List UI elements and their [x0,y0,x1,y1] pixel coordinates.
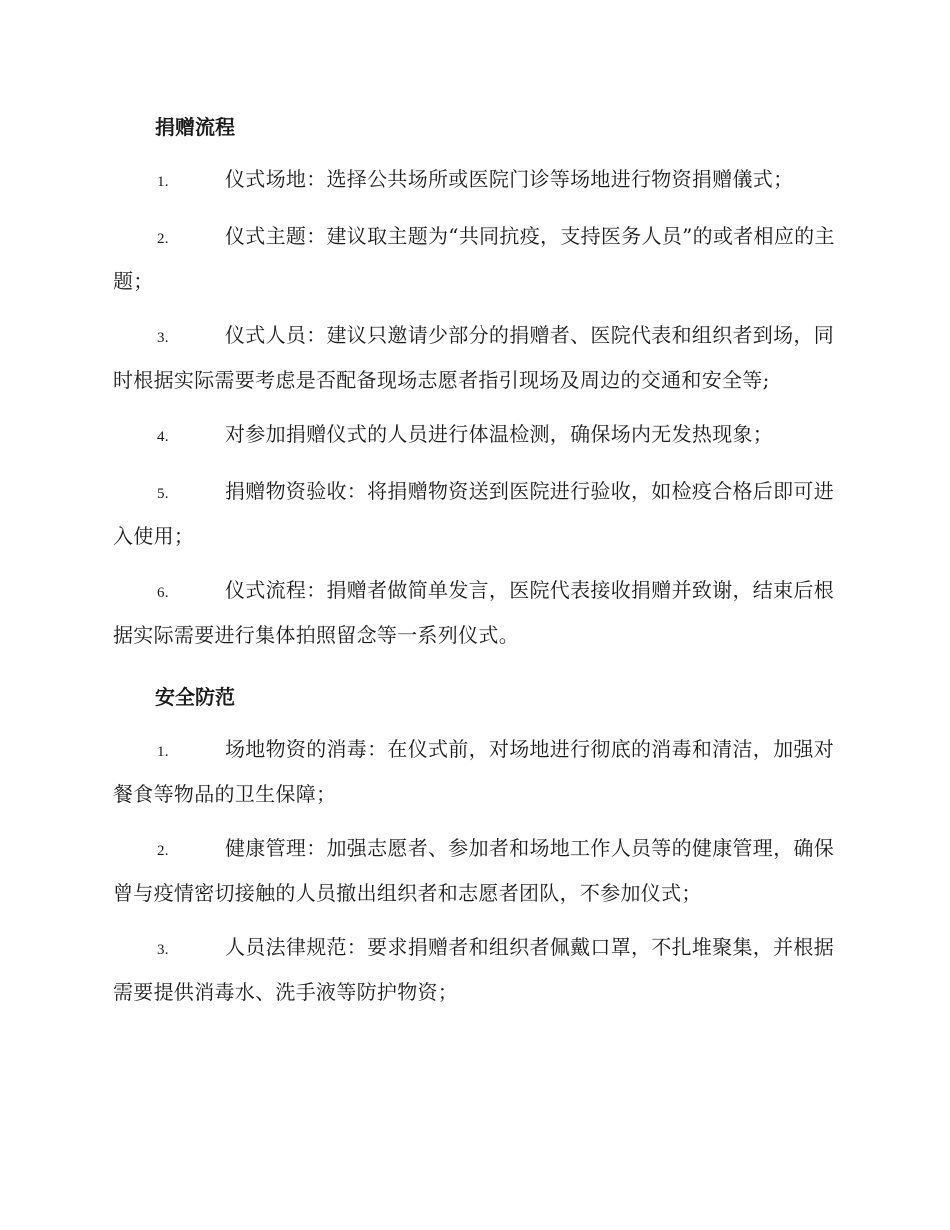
list-item [113,314,835,401]
list-item-number: 5. [157,486,169,502]
list-item-text: 对参加捐赠仪式的人员进行体温检测，确保场内无发热现象； [225,422,774,446]
list-item-number: 1. [157,744,169,760]
list-item-text: 仪式场地：选择公共场所或医院门诊等场地进行物资捐赠儀式； [225,167,794,191]
list-item-number: 3. [157,330,169,346]
list-item-text: 仪式流程：捐赠者做简单发言，医院代表接收捐赠并致谢，结束后根据实际需要进行集体拍照留念等一系列仪式。 [113,578,834,647]
list-item [113,569,835,656]
list-item-text: 人员法律规范：要求捐赠者和组织者佩戴口罩，不扎堆聚集，并根据需要提供消毒水、洗手液等防护物资； [113,935,834,1004]
list-item-number: 4. [157,429,169,445]
list-item [113,470,835,557]
list-item-text: 仪式主题：建议取主题为“共同抗疫，支持医务人员”的或者相应的主题； [113,224,835,293]
list-item-text: 仪式人员：建议只邀请少部分的捐赠者、医院代表和组织者到场，同时根据实际需要考虑是否配备现场志愿者指引现场及周边的交通和安全等; [113,323,834,392]
list-item [113,413,835,458]
list-item-text: 健康管理：加强志愿者、参加者和场地工作人员等的健康管理，确保曾与疫情密切接触的人员撤出组织者和志愿者团队，不参加仪式； [113,836,834,905]
document-body [113,104,835,1025]
list-item [113,215,835,302]
section-heading-donation-process: 捐赠流程 [155,115,235,139]
section-heading-safety: 安全防范 [155,685,235,709]
list-item-number: 2. [157,843,169,859]
list-item [113,158,835,203]
list-item-number: 1. [157,174,169,190]
list-item [113,827,835,914]
list-item-text: 捐赠物资验收：将捐赠物资送到医院进行验收，如检疫合格后即可进入使用； [113,479,834,548]
list-item [113,926,835,1013]
list-item-number: 3. [157,942,169,958]
list-item-number: 6. [157,585,169,601]
list-item-text: 场地物资的消毒：在仪式前，对场地进行彻底的消毒和清洁，加强对餐食等物品的卫生保障； [113,737,834,806]
list-item [113,728,835,815]
list-item-number: 2. [157,231,169,247]
